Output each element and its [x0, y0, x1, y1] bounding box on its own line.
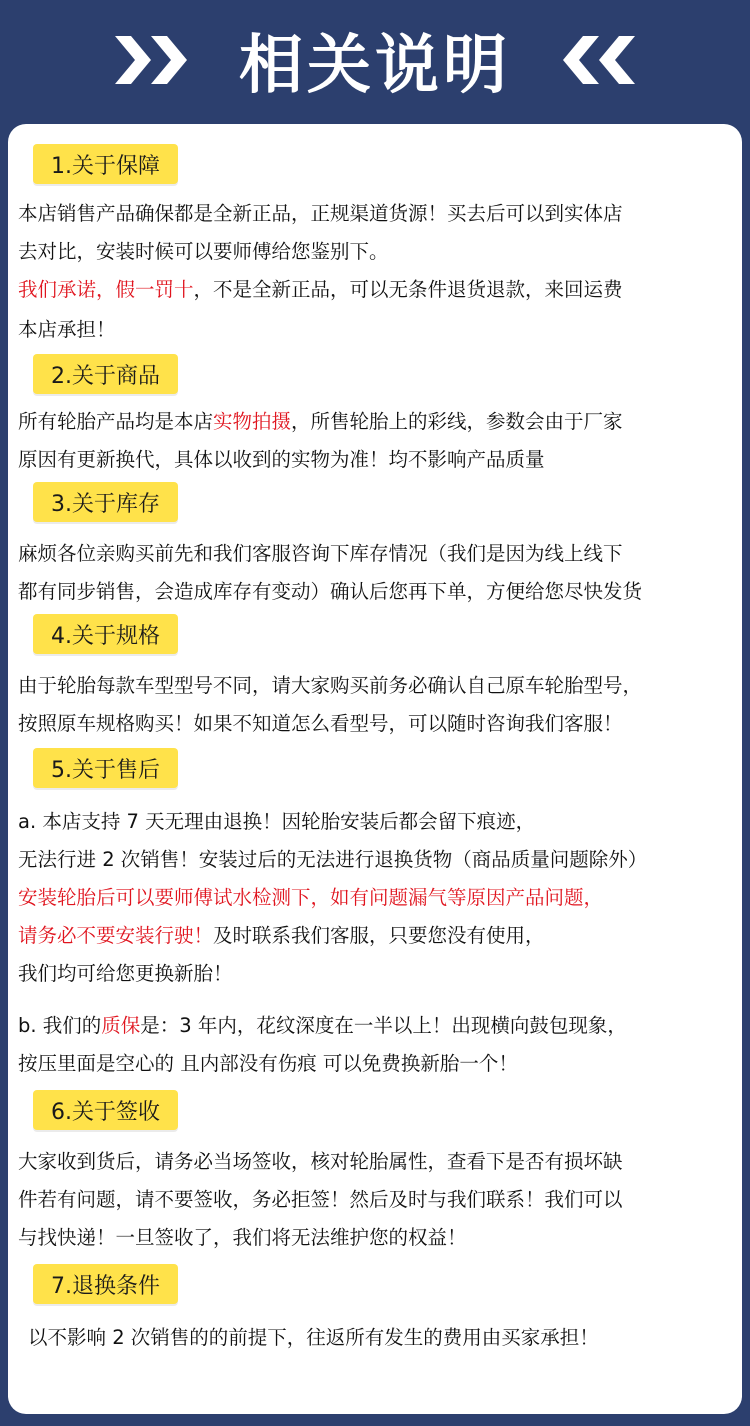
page-title: 相关说明	[239, 29, 511, 103]
text-segment: ，所售轮胎上的彩线，参数会由于厂家	[291, 410, 623, 433]
text-line: 本店销售产品确保都是全新正品，正规渠道货源！买去后可以到实体店	[18, 202, 623, 225]
text-line: 以不影响 2 次销售的的前提下，往返所有发生的费用由买家承担！	[28, 1326, 599, 1349]
content-card	[8, 124, 742, 1414]
highlight-text: 实物拍摄	[213, 410, 292, 433]
text-line: 去对比，安装时候可以要师傅给您鉴别下。	[18, 240, 389, 263]
text-segment: 所有轮胎产品均是本店	[18, 410, 214, 433]
section-tag-stock: 3.关于库存	[33, 482, 178, 522]
text-line	[18, 1010, 627, 1038]
text-segment: 及时联系我们客服，只要您没有使用，	[213, 924, 545, 947]
text-line: 与找快递！一旦签收了，我们将无法维护您的权益！	[18, 1226, 467, 1249]
text-line: 原因有更新换代，具体以收到的实物为准！均不影响产品质量	[18, 448, 545, 471]
section-tag-product: 2.关于商品	[33, 354, 178, 394]
text-segment: 是：3 年内，花纹深度在一半以上！出现横向鼓包现象，	[140, 1014, 627, 1037]
text-line	[18, 274, 623, 302]
text-line: a. 本店支持 7 天无理由退换！因轮胎安装后都会留下痕迹，	[18, 810, 536, 833]
double-chevron-left-icon	[559, 30, 635, 90]
text-line: 我们均可给您更换新胎！	[18, 962, 233, 985]
header-banner	[0, 0, 750, 120]
section-tag-aftersale: 5.关于售后	[33, 748, 178, 788]
text-line: 都有同步销售，会造成库存有变动）确认后您再下单，方便给您尽快发货	[18, 580, 643, 603]
section-tag-guarantee: 1.关于保障	[33, 144, 178, 184]
text-line	[18, 920, 545, 948]
text-line	[18, 406, 623, 434]
text-line: 按压里面是空心的 且内部没有伤痕 可以免费换新胎一个！	[18, 1052, 518, 1075]
section-tag-spec: 4.关于规格	[33, 614, 178, 654]
text-line: 由于轮胎每款车型型号不同，请大家购买前务必确认自己原车轮胎型号，	[18, 674, 643, 697]
highlight-text: 安装轮胎后可以要师傅试水检测下，如有问题漏气等原因产品问题，	[18, 886, 604, 909]
text-line: 件若有问题，请不要签收，务必拒签！然后及时与我们联系！我们可以	[18, 1188, 623, 1211]
text-line: 按照原车规格购买！如果不知道怎么看型号，可以随时咨询我们客服！	[18, 712, 623, 735]
highlight-text: 我们承诺，假一罚十	[18, 278, 194, 301]
text-line: 无法行进 2 次销售！安装过后的无法进行退换货物（商品质量问题除外）	[18, 848, 648, 871]
section-tag-signoff: 6.关于签收	[33, 1090, 178, 1130]
highlight-text: 质保	[101, 1014, 141, 1037]
text-line: 大家收到货后，请务必当场签收，核对轮胎属性，查看下是否有损坏缺	[18, 1150, 623, 1173]
text-segment: ，不是全新正品，可以无条件退货退款，来回运费	[193, 278, 623, 301]
highlight-text: 请务必不要安装行驶！	[18, 924, 214, 947]
text-segment: b. 我们的	[18, 1014, 102, 1037]
section-tag-return: 7.退换条件	[33, 1264, 178, 1304]
text-line: 麻烦各位亲购买前先和我们客服咨询下库存情况（我们是因为线上线下	[18, 542, 623, 565]
text-line: 本店承担！	[18, 318, 116, 341]
double-chevron-right-icon	[115, 30, 191, 90]
